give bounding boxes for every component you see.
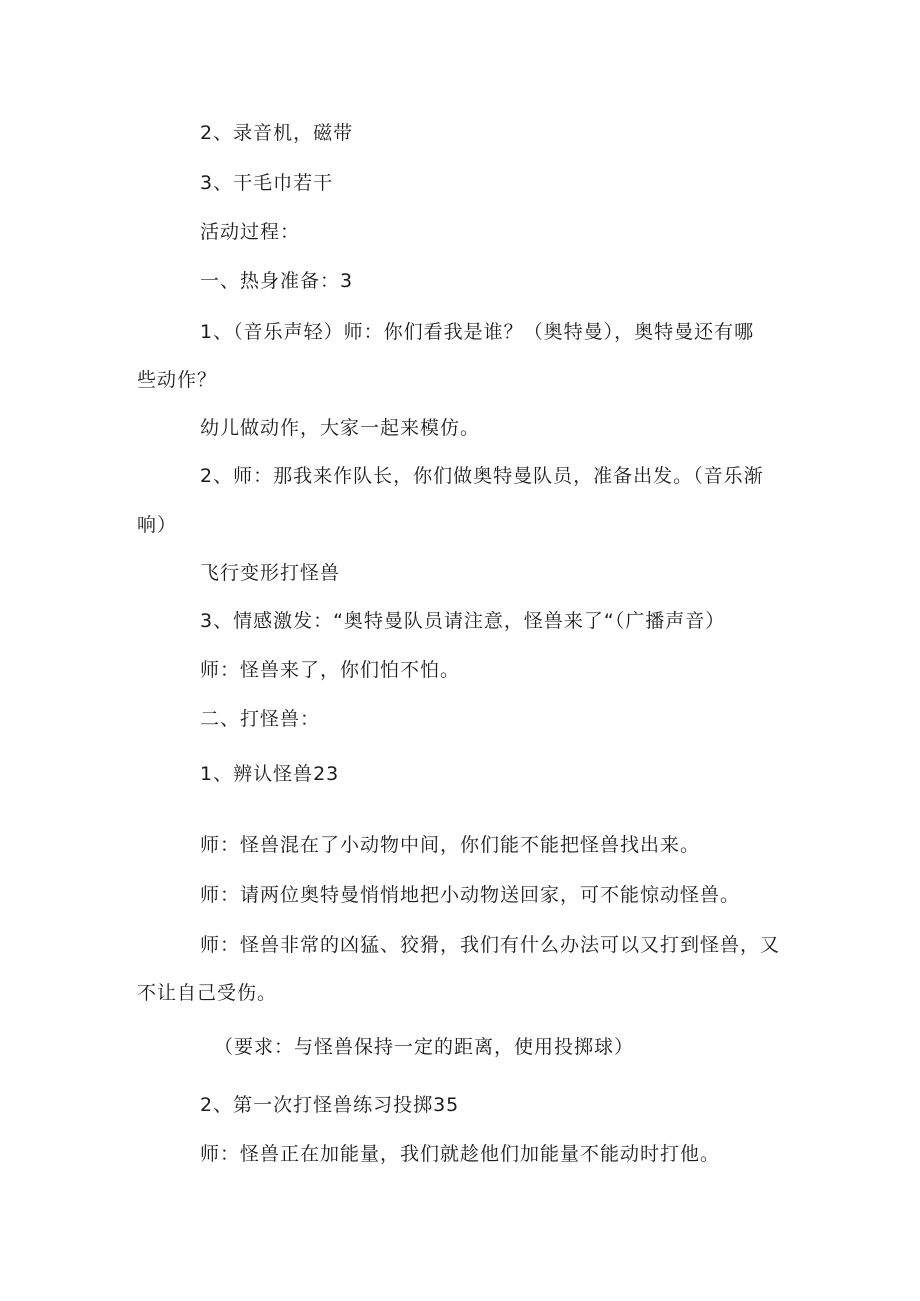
paragraph-fly: 飞行变形打怪兽 (200, 562, 341, 584)
paragraph-imitate: 幼儿做动作，大家一起来模仿。 (200, 417, 481, 439)
section-heading-warmup: 一、热身准备：3 (200, 270, 354, 292)
material-item-2: 2、录音机，磁带 (200, 122, 354, 144)
paragraph-requirement: （要求：与怪兽保持一定的距离，使用投掷球） (214, 1036, 635, 1058)
paragraph-warmup-3: 3、情感激发：“奥特曼队员请注意，怪兽来了“（广播声音） (200, 610, 726, 632)
material-item-3: 3、干毛巾若干 (200, 172, 334, 194)
section-heading-fight: 二、打怪兽： (200, 708, 321, 730)
paragraph-warmup-1-cont: 些动作？ (137, 369, 218, 391)
paragraph-fierce: 师：怪兽非常的凶猛、狡猾，我们有什么办法可以又打到怪兽，又 (200, 934, 781, 956)
paragraph-find-monster: 师：怪兽混在了小动物中间，你们能不能把怪兽找出来。 (200, 834, 701, 856)
paragraph-energy: 师：怪兽正在加能量，我们就趁他们加能量不能动时打他。 (200, 1143, 721, 1165)
paragraph-warmup-2-cont: 响） (137, 514, 178, 536)
paragraph-send-home: 师：请两位奥特曼悄悄地把小动物送回家，可不能惊动怪兽。 (200, 884, 741, 906)
paragraph-warmup-1: 1、（音乐声轻）师：你们看我是谁？（奥特曼），奥特曼还有哪 (200, 321, 755, 343)
paragraph-fierce-cont: 不让自己受伤。 (137, 982, 278, 1004)
paragraph-identify: 1、辨认怪兽23 (200, 763, 340, 785)
section-heading-process: 活动过程： (200, 221, 301, 243)
paragraph-first-throw: 2、第一次打怪兽练习投掷35 (200, 1094, 460, 1116)
paragraph-warmup-2: 2、师：那我来作队长，你们做奥特曼队员，准备出发。（音乐渐 (200, 465, 764, 487)
paragraph-afraid: 师：怪兽来了，你们怕不怕。 (200, 659, 461, 681)
